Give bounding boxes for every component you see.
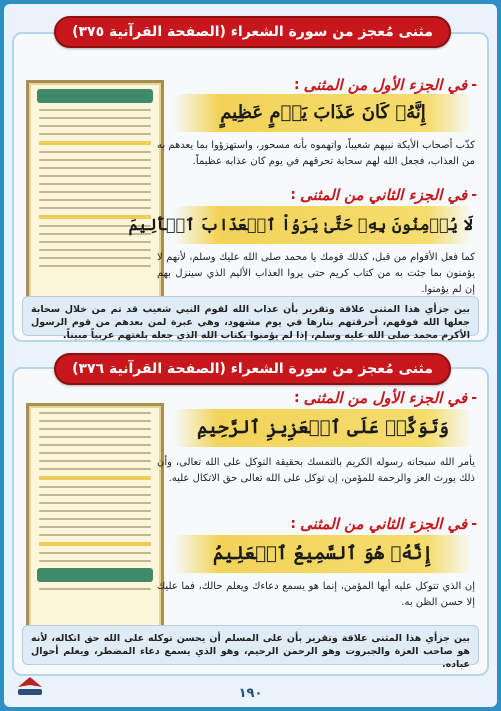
section-1-summary: بين جزأي هذا المثنى علاقة وتقرير بأن عذاب الله لقوم النبي شعيب قد تم من خلال سحابة جعلها الله فوقهم، أحرقتهم بنارها في يوم مشهود، وهي عبرة لمن بعدهم من قوم الرسول الأكرم محمد صلى الله عليه وسلم، إذا لم يؤمنوا بكتاب الله الذي جعله بلغتهم عربياً مبيناً.	[22, 296, 479, 336]
part2-verse-2: إِنَّهُۥ هُوَ ٱلسَّمِيعُ ٱلۡعَلِيمُ	[173, 535, 473, 573]
part1-text: كذّب أصحاب الأيكة نبيهم شعيباً، واتهموه بأنه مسحور، واستهزؤوا بما يعدهم به من العذاب، فجعل الله لهم سحابة تحرقهم في يوم كان عذابه عظيماً.	[157, 140, 475, 167]
part2-verse: لَا يُؤۡمِنُونَ بِهِۦ حَتَّىٰ يَرَوُاْ ٱلۡعَذَابَ ٱلۡأَلِيمَ	[173, 206, 473, 244]
part1-verse: إِنَّهُۥ كَانَ عَذَابَ يَوۡمٍ عَظِيمٍ	[173, 94, 473, 132]
mushaf-page-image-375	[26, 80, 164, 316]
part1-text-2: يأمر الله سبحانه رسوله الكريم بالتمسك بحقيقة التوكل على الله تعالى، وأن ذلك يورث العز والرحمة للمؤمن، إن توكل على الله تعالى حق الاتكال عليه.	[157, 457, 475, 484]
part1-heading: - في الجزء الأول من المثنى :	[293, 76, 477, 94]
part1-verse-2: وَتَوَكَّلۡ عَلَى ٱلۡعَزِيزِ ٱلرَّحِيمِ	[173, 409, 473, 447]
mushaf-page-image-376	[26, 403, 164, 639]
section-2-summary: بين جزأي هذا المثنى علاقة وتقرير بأن على المسلم أن يحسن توكله على الله حق اتكاله، لأنه هو صاحب العزة والجبروت وهو الرحمن الرحيم، وهو الذي يسمع دعاء المضطر، ويعلم أحوال عباده.	[22, 625, 479, 665]
section-2-frame	[12, 367, 489, 676]
part2-heading: - في الجزء الثاني من المثنى :	[290, 186, 477, 204]
part1-heading-2: - في الجزء الأول من المثنى :	[293, 389, 477, 407]
page	[4, 4, 497, 707]
section-2-title: مثنى مُعجز من سورة الشعراء (الصفحة القرآنية ٣٧٦)	[54, 353, 451, 385]
part2-text-2: إن الذي تتوكل عليه أيها المؤمن، إنما هو يسمع دعاءك ويعلم حالك، فما عليك إلا حسن الظن به.	[157, 581, 475, 608]
publisher-logo-icon	[12, 675, 48, 701]
section-1-title: مثنى مُعجز من سورة الشعراء (الصفحة القرآنية ٣٧٥)	[54, 16, 451, 48]
page-number: ١٩٠	[238, 686, 263, 701]
section-1-frame	[12, 32, 489, 342]
part2-text: كما فعل الأقوام من قبل، كذلك قومك يا محمد صلى الله عليك وسلم، لأنهم لا يؤمنون بما جئت به من كتاب كريم حتى يروا العذاب الأليم الذي سينزل بهم إن لم يؤمنوا.	[157, 252, 475, 295]
part2-heading-2: - في الجزء الثاني من المثنى :	[290, 515, 477, 533]
